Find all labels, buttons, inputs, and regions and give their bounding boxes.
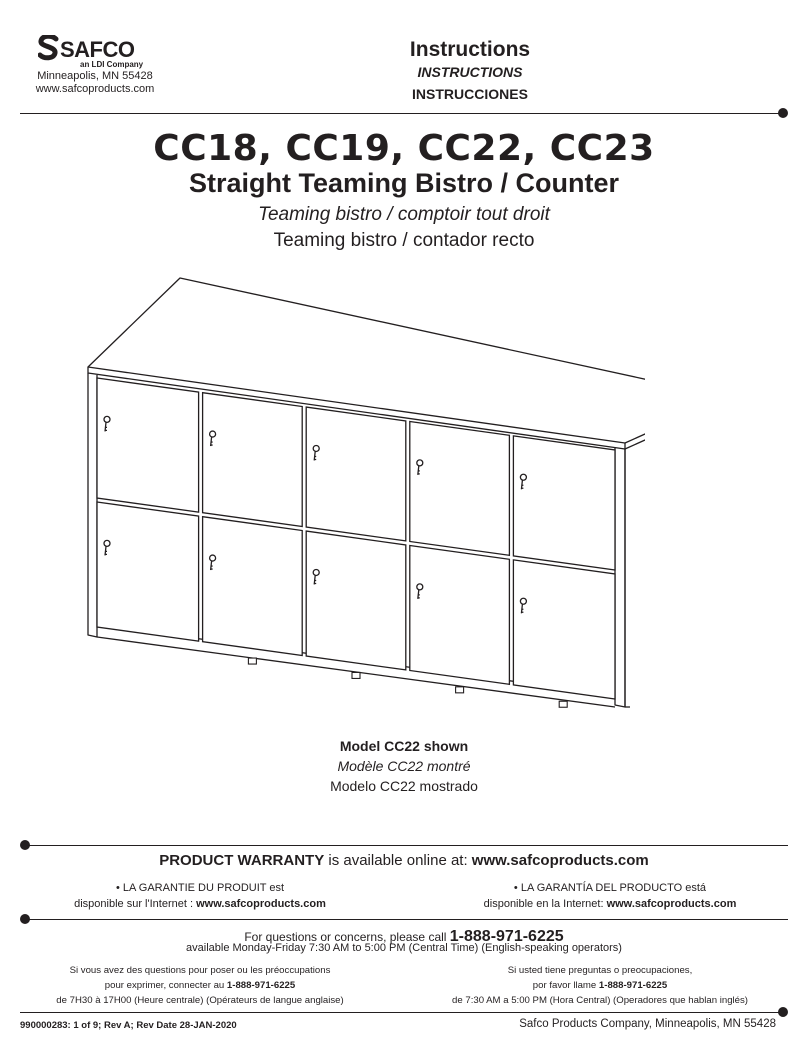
brand-name: SAFCO [60, 37, 135, 62]
leveler-foot [559, 701, 567, 707]
instructions-heading-en: Instructions [409, 38, 531, 61]
cabinet-door [513, 436, 615, 570]
contact-fr [20, 963, 380, 1008]
warranty-divider [28, 845, 788, 846]
safco-s-icon [38, 35, 60, 61]
warranty-es-line1: • LA GARANTÍA DEL PRODUCTO está [513, 882, 707, 894]
warranty-en [0, 852, 808, 869]
company-city: Minneapolis, MN 55428 [37, 70, 153, 82]
contact-es-phone[interactable]: 1-888-971-6225 [598, 980, 668, 991]
caption-es: Modelo CC22 mostrado [330, 778, 478, 794]
header-divider [20, 113, 780, 114]
warranty-url[interactable]: www.safcoproducts.com [471, 852, 649, 869]
cabinet-door [306, 407, 406, 541]
product-name-es: Teaming bistro / contador recto [273, 230, 535, 251]
contact-es-line3: de 7:30 AM a 5:00 PM (Hora Central) (Operadores que hablan inglés) [452, 995, 748, 1006]
warranty-fr-line1: • LA GARANTIE DU PRODUIT est [115, 882, 285, 894]
warranty-label: PRODUCT WARRANTY [159, 852, 325, 869]
cabinet-door [306, 531, 406, 670]
warranty-fr-line2: disponible sur l'Internet : [74, 898, 197, 910]
product-name-fr: Teaming bistro / comptoir tout droit [258, 204, 550, 225]
warranty-es [440, 880, 780, 912]
warranty-es-line2: disponible en la Internet: [483, 898, 607, 910]
cabinet-door [513, 560, 615, 699]
company-website: www.safcoproducts.com [35, 83, 155, 95]
warranty-fr-url[interactable]: www.safcoproducts.com [196, 898, 326, 910]
divider-dot [778, 108, 788, 118]
document-info: 990000283: 1 of 9; Rev A; Rev Date 28-JAN-2020 [20, 1020, 237, 1031]
instructions-heading-es: INSTRUCCIONES [412, 86, 528, 102]
contact-fr-line1: Si vous avez des questions pour poser ou les préoccupations [69, 965, 331, 976]
model-numbers: CC18, CC19, CC22, CC23 [153, 128, 655, 169]
cabinet-door [203, 393, 303, 527]
leveler-foot [456, 687, 464, 693]
contact-es-line1: Si usted tiene preguntas o preocupaciones, [507, 965, 693, 976]
cabinet-door [203, 517, 303, 656]
leveler-foot [248, 658, 256, 664]
caption-fr: Modèle CC22 montré [337, 758, 471, 774]
contact-phone[interactable]: 1-888-971-6225 [449, 928, 564, 945]
warranty-text: is available online at: [324, 852, 472, 869]
contact-text: For questions or concerns, please call [244, 930, 450, 944]
cabinet-door [410, 421, 510, 555]
contact-fr-line2: pour exprimer, connecter au [104, 980, 227, 991]
product-name-en: Straight Teaming Bistro / Counter [188, 168, 620, 198]
divider-dot [778, 1007, 788, 1017]
contact-hours-en: available Monday-Friday 7:30 AM to 5:00 PM (Central Time) (English-speaking operators) [186, 942, 622, 954]
contact-fr-line3: de 7H30 à 17H00 (Heure centrale) (Opérateurs de langue anglaise) [56, 995, 344, 1006]
leveler-foot [352, 672, 360, 678]
warranty-fr [40, 880, 360, 912]
caption-en: Model CC22 shown [339, 738, 469, 754]
contact-es-line2: por favor llame [532, 980, 599, 991]
contact-es [420, 963, 780, 1008]
footer-divider [20, 1012, 780, 1013]
contact-divider [28, 919, 788, 920]
cabinet-door [97, 378, 199, 512]
contact-fr-phone[interactable]: 1-888-971-6225 [226, 980, 296, 991]
cabinet-door [410, 545, 510, 684]
instructions-heading-fr: INSTRUCTIONS [417, 64, 523, 80]
warranty-es-url[interactable]: www.safcoproducts.com [606, 898, 737, 910]
product-illustration [85, 275, 645, 725]
cabinet-door [97, 502, 199, 641]
brand-subtitle: an LDI Company [80, 60, 144, 69]
footer-company: Safco Products Company, Minneapolis, MN 55428 [519, 1018, 776, 1030]
